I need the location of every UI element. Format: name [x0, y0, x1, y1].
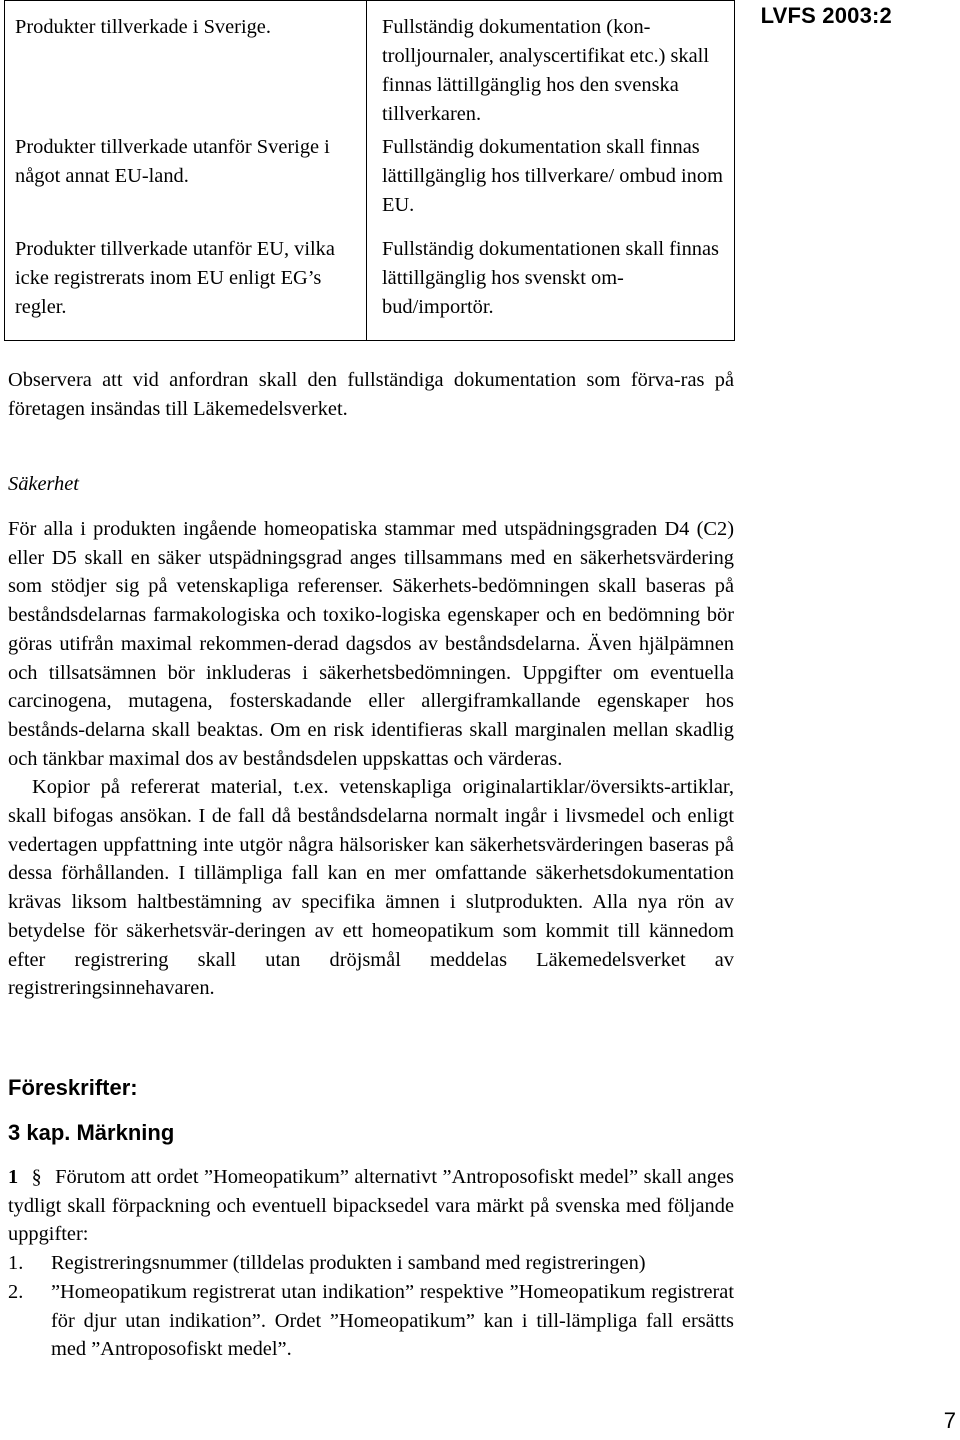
section-sign: § [31, 1166, 42, 1188]
list-item-text: Registreringsnummer (tilldelas produkten i samband med registreringen) [51, 1252, 646, 1275]
page-number: 7 [943, 1408, 956, 1433]
list-item-text: ”Homeopatikum registrerat utan indikation” respektive ”Homeopatikum registrerat för djur utan indikation”. Ordet ”Homeopatikum” kan i till-lämpliga fall ersätts med ”Antroposofiskt medel”. [51, 1280, 734, 1361]
safety-section [8, 515, 734, 1003]
section-text: Förutom att ordet ”Homeopatikum” alternativt ”Antroposofiskt medel” skall anges tydligt skall förpackning och eventuell bipacksedel vara märkt på svenska med följande uppgifter: [8, 1166, 734, 1246]
section-1 [8, 1163, 734, 1364]
table-cell-origin-sweden: Produkter tillverkade i Sverige. [15, 16, 271, 38]
regulations-heading: Föreskrifter: [8, 1075, 138, 1100]
section-1-paragraph [8, 1163, 734, 1249]
table-column-requirement [367, 1, 735, 341]
section-number: 1 [8, 1166, 19, 1188]
table-cell-requirement-eu: Fullständig dokumentation skall finnas lättillgänglig hos tillverkare/ ombud inom EU. [382, 136, 723, 216]
section-heading-safety: Säkerhet [8, 473, 79, 495]
chapter-heading: 3 kap. Märkning [8, 1120, 175, 1145]
safety-paragraph-2: Kopior på refererat material, t.ex. vetenskapliga originalartiklar/översikts-artiklar, skall bifogas ansökan. I de fall då beståndsdelarna normalt ingår i livsmedel och enligt vedertagen uppfattning inte utgör några hälsorisker kan säkerhetsvärderingen baseras på dessa förhållanden. I tillämpliga fall kan en mer omfattande säkerhetsdokumentation krävas liksom haltbestämning av specifika ämnen i slutprodukten. Alla nya rön av betydelse för säkerhetsvär-deringen av ett homeopatikum som kommit till kännedom efter registrering skall utan dröjsmål meddelas Läkemedelsverket av registreringsinnehavaren. [8, 776, 734, 1000]
table-cell-requirement-non-eu: Fullständig dokumentationen skall finnas lättillgänglig hos svenskt om-bud/importör. [382, 238, 719, 318]
list-item [8, 1278, 734, 1364]
documentation-table [4, 0, 735, 341]
note-paragraph: Observera att vid anfordran skall den fullständiga dokumentation som förva-ras på företagen insändas till Läkemedelsverket. [8, 369, 734, 420]
safety-paragraph-1: För alla i produkten ingående homeopatiska stammar med utspädningsgraden D4 (C2) eller D5 skall en säker utspädningsgrad anges tillsammans med en säkerhetsvärdering som stödjer sig på vetenskapliga referenser. Säkerhets-bedömningen skall baseras på beståndsdelarnas farmakologiska och toxiko-logiska egenskaper och en bedömning bör göras utifrån maximal rekommen-derad dagsdos av beståndsdelarna. Även hjälpämnen och tillsatsämnen bör inkluderas i säkerhetsbedömningen. Uppgifter om eventuella carcinogena, mutagena, fosterskadande eller allergiframkallande egenskaper hos bestånds-delarna skall beaktas. Om en risk identifieras skall marginalen mellan skadlig och tänkbar maximal dos av beståndsdelen uppskattas och värderas. [8, 518, 734, 770]
list-item-number: 2. [8, 1280, 24, 1303]
list-item [8, 1249, 734, 1278]
document-code: LVFS 2003:2 [760, 3, 892, 28]
table-column-origin [5, 1, 367, 341]
list-item-number: 1. [8, 1252, 24, 1275]
table-cell-requirement-sweden: Fullständig dokumentation (kon-trolljournaler, analyscertifikat etc.) skall finnas lättillgänglig hos den svenska tillverkaren. [382, 16, 709, 125]
table-row [5, 1, 735, 341]
table-cell-origin-non-eu: Produkter tillverkade utanför EU, vilka icke registrerats inom EU enligt EG’s regler. [15, 238, 335, 318]
table-cell-origin-eu: Produkter tillverkade utanför Sverige i något annat EU-land. [15, 136, 330, 187]
